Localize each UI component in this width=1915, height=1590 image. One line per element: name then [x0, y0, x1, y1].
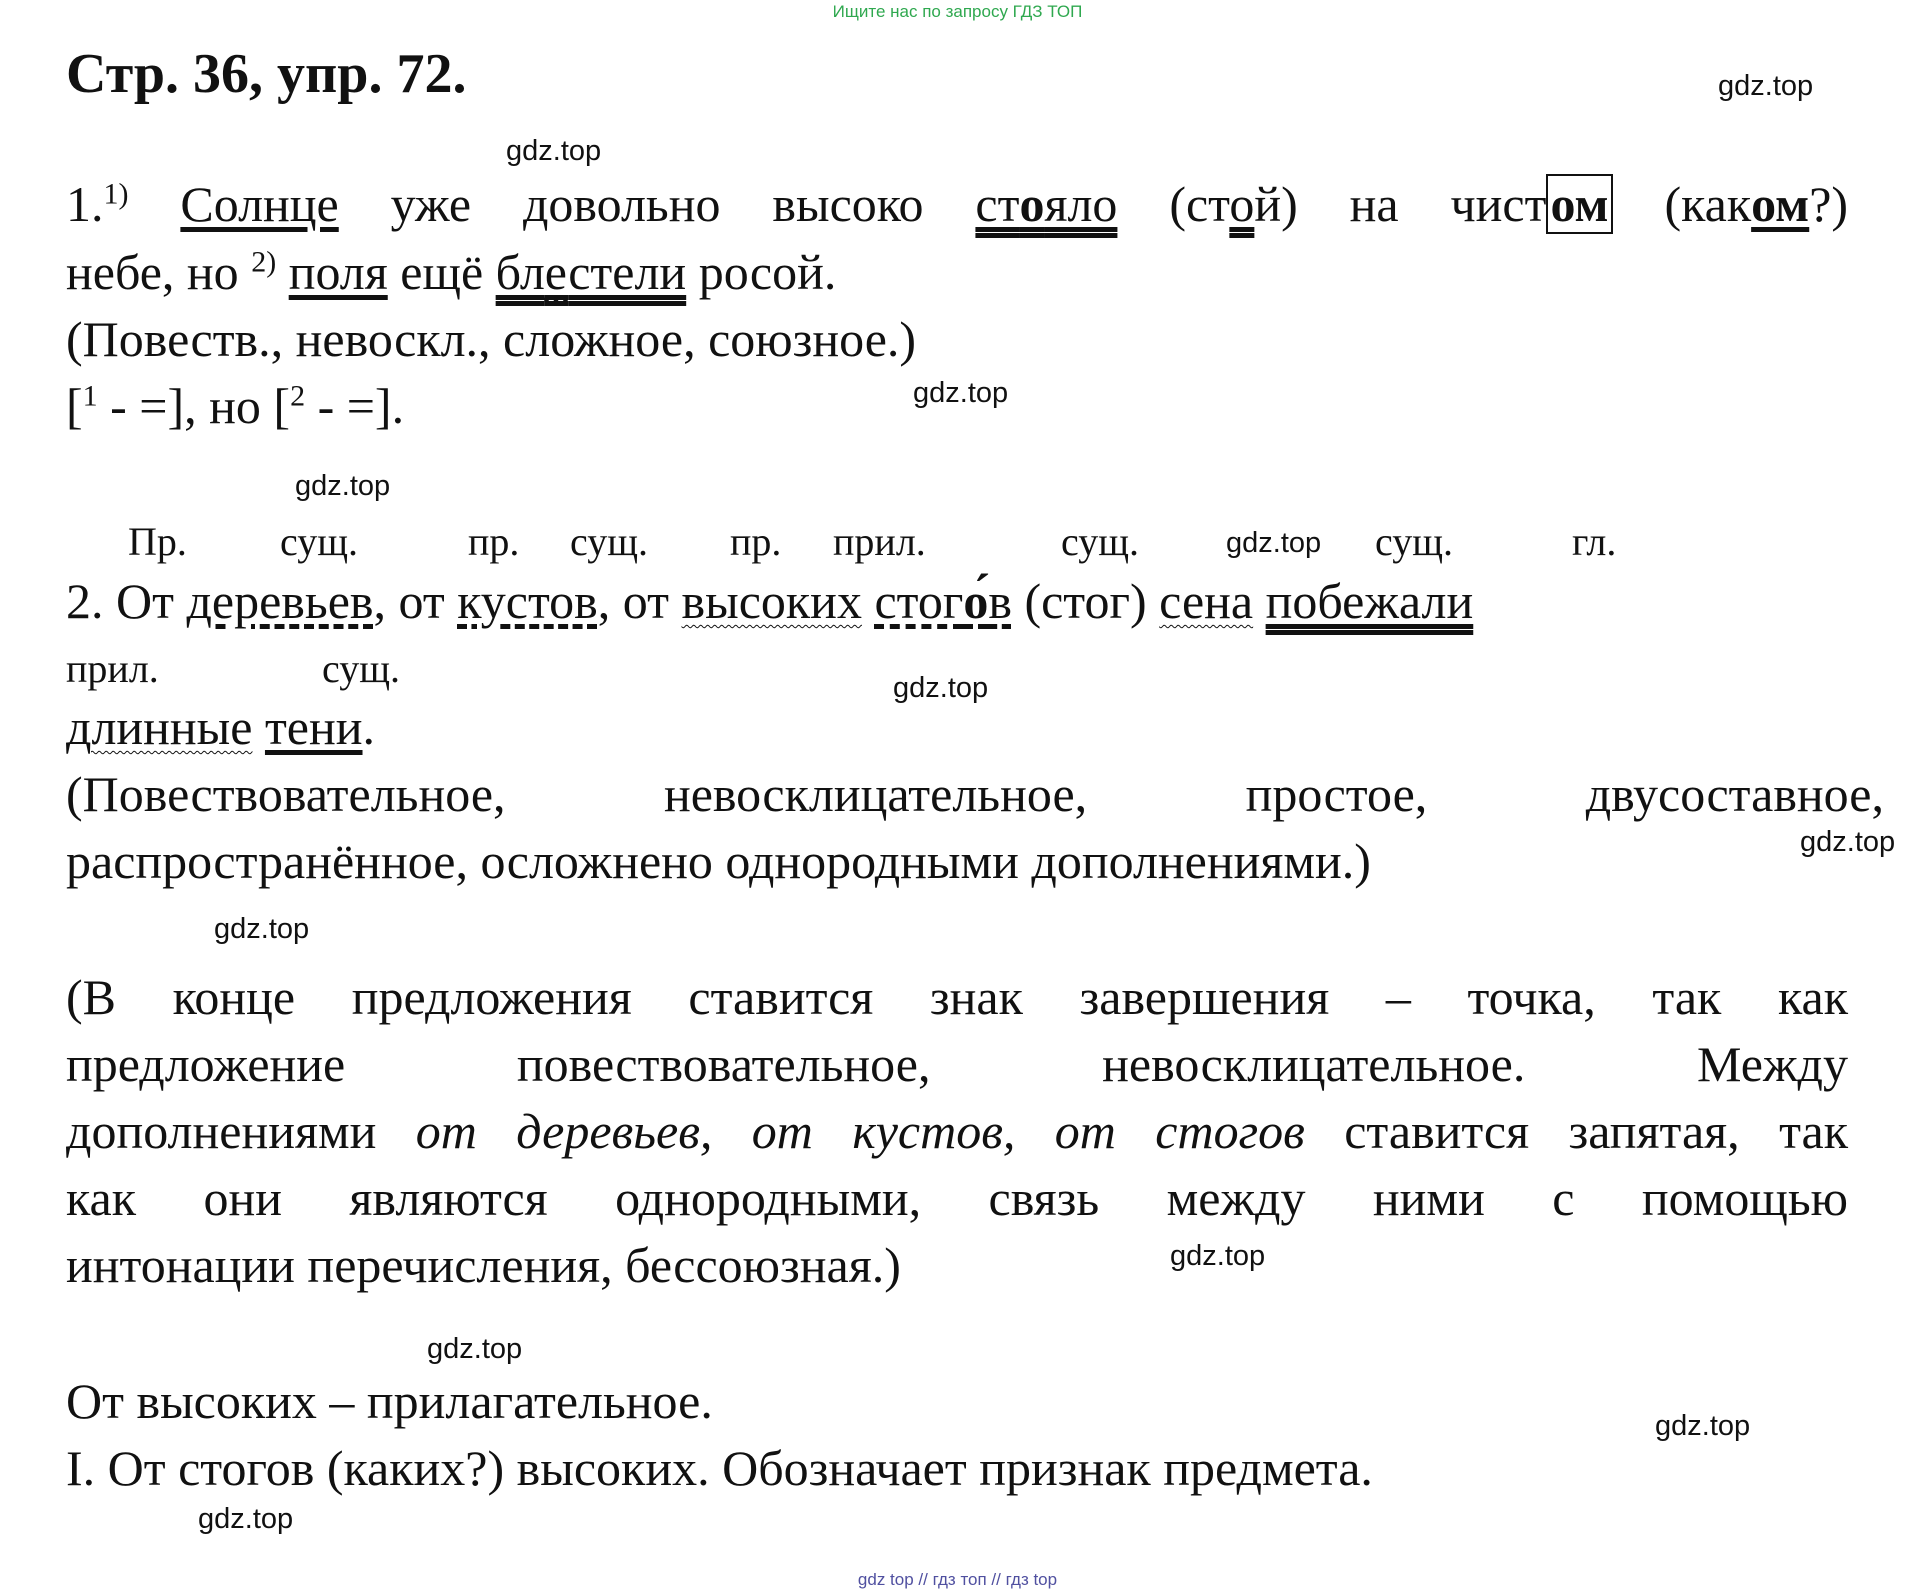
- page-title: Стр. 36, упр. 72.: [66, 43, 467, 105]
- attribute: высоких: [681, 573, 862, 629]
- sentence2-line1: 2. От деревьев, от кустов, от высоких стого́в (стог) сена побежали: [66, 573, 1474, 629]
- watermark: gdz.top: [893, 672, 989, 704]
- pos-label: прил.: [66, 646, 159, 691]
- explanation-line2: предложение повествовательное, невосклицательное. Между: [66, 1036, 1848, 1092]
- pos-label: прил.: [833, 519, 926, 564]
- watermark: gdz.top: [1800, 826, 1896, 858]
- explanation-line4: как они являются однородными, связь между ними с помощью: [66, 1170, 1848, 1226]
- morph-line2: I. От стогов (каких?) высоких. Обозначает признак предмета.: [66, 1440, 1373, 1496]
- pos-label: гл.: [1572, 519, 1617, 564]
- attribute: сена: [1159, 573, 1254, 629]
- watermark: gdz.top: [1226, 527, 1322, 559]
- attribute: длинные: [66, 699, 253, 755]
- top-banner[interactable]: Ищите нас по запросу ГДЗ ТОП: [832, 2, 1083, 21]
- object: деревьев: [186, 573, 374, 629]
- watermark: gdz.top: [506, 135, 602, 167]
- subject: поля: [288, 244, 388, 300]
- subject: тени: [264, 699, 363, 755]
- watermark: gdz.top: [1655, 1410, 1751, 1442]
- ending-box: ом: [1546, 174, 1612, 234]
- explanation-line1: (В конце предложения ставится знак завершения – точка, так как: [66, 969, 1848, 1025]
- predicate: стояло: [975, 176, 1118, 232]
- subject: Солнце: [180, 176, 339, 232]
- sentence1-scheme: [$^1$ - =], но [$^2$ - =].: [66, 378, 405, 434]
- pos-label: пр.: [468, 519, 520, 564]
- pos-label: сущ.: [1061, 519, 1140, 564]
- pos-label: сущ.: [280, 519, 359, 564]
- predicate: блестели: [495, 244, 687, 300]
- pos-label: пр.: [730, 519, 782, 564]
- explanation-line5: интонации перечисления, бессоюзная.): [66, 1237, 901, 1293]
- watermark: gdz.top: [1718, 70, 1814, 102]
- watermark: gdz.top: [913, 377, 1009, 409]
- watermark: gdz.top: [427, 1333, 523, 1365]
- sentence1-line1: 1.$^{1)}$ Солнце уже довольно высоко стояло (стой) на чистом (каком?): [66, 176, 1849, 232]
- watermark: gdz.top: [1170, 1240, 1266, 1272]
- sentence2-characteristic-1: (Повествовательное, невосклицательное, простое, двусоставное,: [66, 766, 1884, 822]
- morph-line1: От высоких – прилагательное.: [66, 1373, 713, 1429]
- explanation-line3: дополнениями от деревьев, от кустов, от стогов ставится запятая, так: [66, 1103, 1849, 1159]
- watermark: gdz.top: [198, 1503, 294, 1535]
- sentence2-characteristic-2: распространённое, осложнено однородными дополнениями.): [66, 833, 1371, 889]
- sentence2-line2: длинные тени.: [66, 699, 376, 755]
- pos-label: Пр.: [128, 519, 187, 564]
- object: кустов: [457, 573, 598, 629]
- sentence1-characteristic: (Повеств., невоскл., сложное, союзное.): [66, 311, 917, 367]
- watermark: gdz.top: [295, 470, 391, 502]
- pos-label: сущ.: [570, 519, 649, 564]
- footer-links[interactable]: gdz top // гдз топ // гдз top: [857, 1570, 1058, 1589]
- pos-label: сущ.: [1375, 519, 1454, 564]
- object: стого́в: [874, 573, 1012, 629]
- predicate: побежали: [1265, 573, 1474, 629]
- pos-label: сущ.: [322, 646, 401, 691]
- watermark: gdz.top: [214, 913, 310, 945]
- sentence1-line2: небе, но $^{2)}$ поля ещё блестели росой.: [66, 244, 837, 300]
